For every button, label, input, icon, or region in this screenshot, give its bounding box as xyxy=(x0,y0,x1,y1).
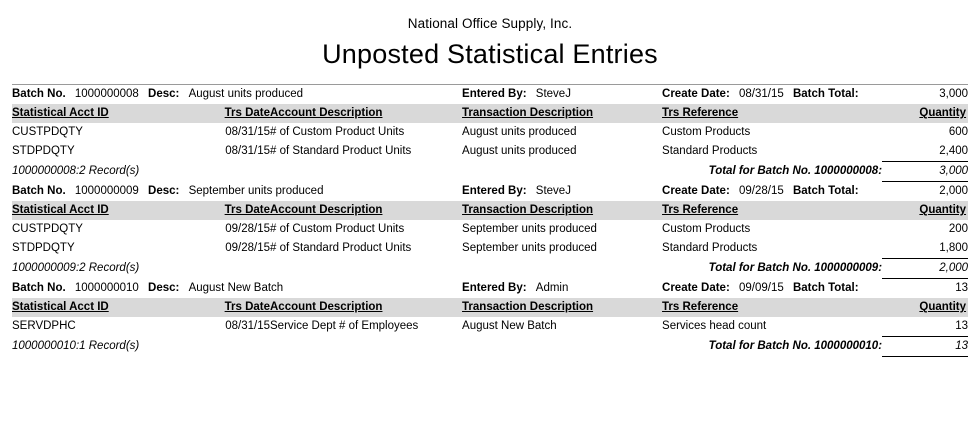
batch-number: 1000000009 xyxy=(74,184,139,197)
col-trans-desc: Transaction Description xyxy=(462,201,662,220)
cell-acct-id: CUSTPDQTY xyxy=(12,223,83,235)
batch-total-caption: Total for Batch No. 1000000008: xyxy=(708,164,883,177)
batch-desc-value: August New Batch xyxy=(188,281,284,294)
cell-trs-ref: Custom Products xyxy=(662,126,751,138)
cell-acct-desc: # of Standard Product Units xyxy=(270,145,412,157)
create-date-label: Create Date: xyxy=(662,281,730,294)
batch-create-date xyxy=(662,279,882,299)
col-acct-desc: Account Description xyxy=(270,298,462,317)
batch-total-label: Batch Total: xyxy=(792,88,859,100)
cell-quantity: 200 xyxy=(948,223,969,235)
column-header-row xyxy=(12,104,968,123)
batch-total-amount: 3,000 xyxy=(882,162,968,182)
col-trs-ref: Trs Reference xyxy=(662,201,882,220)
batch-header-row xyxy=(12,85,968,104)
batch-no-label: Batch No. xyxy=(12,184,66,197)
cell-acct-id: STDPDQTY xyxy=(12,242,75,254)
batch-total-label: Batch Total: xyxy=(792,281,859,294)
report-table xyxy=(12,85,968,357)
batch-identity xyxy=(12,279,462,299)
company-name: National Office Supply, Inc. xyxy=(407,16,573,31)
batch-header-row xyxy=(12,182,968,202)
cell-trs-date: 09/28/15 xyxy=(225,242,270,254)
col-acct-id: Statistical Acct ID xyxy=(12,298,212,317)
batch-entered-by xyxy=(462,182,662,202)
batch-entered-by xyxy=(462,279,662,299)
batch-total-caption: Total for Batch No. 1000000009: xyxy=(708,261,883,274)
cell-acct-id: SERVDPHC xyxy=(12,320,76,332)
cell-acct-id: STDPDQTY xyxy=(12,145,75,157)
cell-trans-desc: September units produced xyxy=(462,242,597,254)
cell-trans-desc: September units produced xyxy=(462,223,597,235)
cell-trans-desc: August units produced xyxy=(462,126,577,138)
cell-acct-desc: # of Custom Product Units xyxy=(270,126,405,138)
cell-trs-date: 09/28/15 xyxy=(225,223,270,235)
table-row xyxy=(12,317,968,337)
batch-total-amount: 13 xyxy=(882,337,968,357)
batch-header-row xyxy=(12,279,968,299)
batch-summary-row xyxy=(12,259,968,279)
col-trs-ref: Trs Reference xyxy=(662,104,882,123)
batch-entered-by xyxy=(462,85,662,104)
col-trs-date: Trs Date xyxy=(212,201,270,220)
column-header-row xyxy=(12,298,968,317)
batch-total-value: 2,000 xyxy=(939,185,969,197)
batch-total-value: 3,000 xyxy=(939,88,969,100)
col-trs-date: Trs Date xyxy=(212,104,270,123)
batch-desc-label: Desc: xyxy=(148,88,180,100)
col-trs-ref: Trs Reference xyxy=(662,298,882,317)
create-date-label: Create Date: xyxy=(662,88,730,100)
entered-by-label: Entered By: xyxy=(462,184,527,197)
col-acct-desc: Account Description xyxy=(270,201,462,220)
create-date-label: Create Date: xyxy=(662,184,730,197)
cell-quantity: 2,400 xyxy=(939,145,969,157)
cell-trs-date: 08/31/15 xyxy=(225,126,270,138)
cell-acct-id: CUSTPDQTY xyxy=(12,126,83,138)
entered-by-value: Admin xyxy=(535,281,569,294)
batch-desc-value: August units produced xyxy=(188,88,304,100)
table-row xyxy=(12,123,968,142)
batch-create-date xyxy=(662,182,882,202)
create-date-value: 08/31/15 xyxy=(738,88,784,100)
batch-no-label: Batch No. xyxy=(12,281,66,294)
cell-trs-ref: Services head count xyxy=(662,320,767,332)
table-row xyxy=(12,239,968,259)
cell-trs-date: 08/31/15 xyxy=(225,320,270,332)
table-row xyxy=(12,220,968,239)
batch-summary-row xyxy=(12,337,968,357)
column-header-row xyxy=(12,201,968,220)
batch-identity xyxy=(12,85,462,104)
col-trs-date: Trs Date xyxy=(212,298,270,317)
col-quantity: Quantity xyxy=(882,104,968,123)
col-acct-desc: Account Description xyxy=(270,104,462,123)
batch-identity xyxy=(12,182,462,202)
batch-no-label: Batch No. xyxy=(12,88,66,100)
batch-summary-row xyxy=(12,162,968,182)
cell-trans-desc: August New Batch xyxy=(462,320,557,332)
batch-number: 1000000010 xyxy=(74,281,139,294)
col-trans-desc: Transaction Description xyxy=(462,298,662,317)
batch-desc-label: Desc: xyxy=(148,281,180,294)
cell-trs-ref: Custom Products xyxy=(662,223,751,235)
entered-by-label: Entered By: xyxy=(462,281,527,294)
cell-quantity: 1,800 xyxy=(939,242,969,254)
col-quantity: Quantity xyxy=(882,298,968,317)
cell-trs-date: 08/31/15 xyxy=(225,145,270,157)
record-count: 1000000010:1 Record(s) xyxy=(12,339,140,352)
batch-total-value: 13 xyxy=(955,282,969,294)
record-count: 1000000008:2 Record(s) xyxy=(12,164,140,177)
cell-quantity: 600 xyxy=(948,126,969,138)
cell-acct-desc: Service Dept # of Employees xyxy=(270,320,419,332)
col-quantity: Quantity xyxy=(882,201,968,220)
col-trans-desc: Transaction Description xyxy=(462,104,662,123)
cell-trs-ref: Standard Products xyxy=(662,145,758,157)
cell-trs-ref: Standard Products xyxy=(662,242,758,254)
cell-quantity: 13 xyxy=(955,320,969,332)
batch-number: 1000000008 xyxy=(74,88,139,100)
record-count: 1000000009:2 Record(s) xyxy=(12,261,140,274)
create-date-value: 09/28/15 xyxy=(738,184,784,197)
batch-total-amount: 2,000 xyxy=(882,259,968,279)
cell-acct-desc: # of Standard Product Units xyxy=(270,242,412,254)
cell-acct-desc: # of Custom Product Units xyxy=(270,223,405,235)
entered-by-label: Entered By: xyxy=(462,88,527,100)
entered-by-value: SteveJ xyxy=(535,88,571,100)
batch-desc-label: Desc: xyxy=(148,184,180,197)
col-acct-id: Statistical Acct ID xyxy=(12,104,212,123)
cell-trans-desc: August units produced xyxy=(462,145,577,157)
page-title: Unposted Statistical Entries xyxy=(322,39,658,69)
create-date-value: 09/09/15 xyxy=(738,281,784,294)
batch-desc-value: September units produced xyxy=(188,184,324,197)
table-row xyxy=(12,142,968,162)
entered-by-value: SteveJ xyxy=(535,184,571,197)
batch-create-date xyxy=(662,85,882,104)
batch-total-caption: Total for Batch No. 1000000010: xyxy=(708,339,883,352)
col-acct-id: Statistical Acct ID xyxy=(12,201,212,220)
batch-total-label: Batch Total: xyxy=(792,184,859,197)
